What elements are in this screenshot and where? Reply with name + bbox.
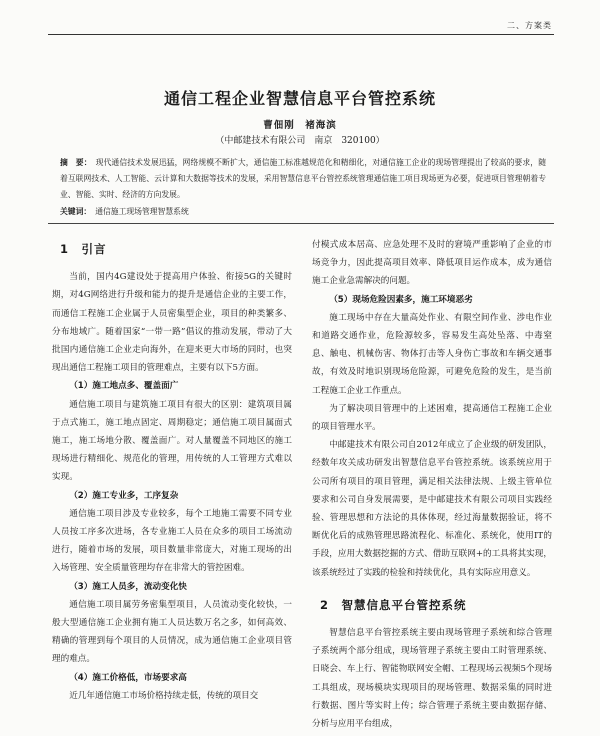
- subheading: （1）施工地点多、覆盖面广: [69, 381, 179, 392]
- paragraph: 通信施工项目涉及专业较多，每个工地施工需要不同专业人员按工序多次进场，各专业施工人员在众多的项目工场流动进行，随着市场的发展，项目数量非常庞大，对施工现场的出入场管理、安全质量管理均存在非常大的管控困难。: [52, 508, 292, 574]
- header-rule: [48, 34, 554, 35]
- article-authors: 曹佃刚 褚海滨: [263, 120, 337, 131]
- subheading: （4）施工价格低，市场要求高: [69, 672, 187, 683]
- subheading: （5）现场危险因素多，施工环境恶劣: [329, 294, 473, 305]
- paragraph: 付模式成本居高、应急处理不及时的窘境严重影响了企业的市场竞争力，因此提高项目效率、降低项目运作成本，成为通信施工企业急需解决的问题。: [312, 240, 552, 287]
- paragraph: 通信施工项目与建筑施工项目有很大的区别：建筑项目属于点式施工，施工地点固定、周期稳定；通信施工项目属面式施工，施工场地分散、覆盖面广。对人量覆盖不同地区的施工现场进行精细化、规范化的管理，用传统的人工管理方式难以实现。: [52, 399, 292, 483]
- keywords-text: 通信施工现场管理智慧系统: [95, 207, 189, 216]
- paragraph: 中邮建技术有限公司自2012年成立了企业级的研发团队，经数年攻关成功研发出智慧信息平台管控系统。该系统应用于公司所有项目的项目管理，满足相关法律法规、上级主管单位要求和公司自身发展需要，是中邮建技术有限公司项目实践经验、管理思想和方法论的具体体现，经过海量数据验证，将不断优化后的成熟管理思路流程化、标准化、系统化，使用IT的手段，应用大数据挖掘的方式、借助互联网+的工具将其实现，该系统经过了实践的检验和持续优化，具有实际应用意义。: [312, 440, 552, 578]
- article-affiliation: （中邮建技术有限公司 南京 320100）: [215, 136, 385, 146]
- paragraph: 施工现场中存在大量高处作业、有限空间作业、涉电作业和道路交通作业，危险源较多，容易发生高处坠落、中毒窒息、触电、机械伤害、物体打击等人身伤亡事故和车辆交通事故，有效及时地识别现场危险源，可避免危险的发生，是当前工程施工企业工作重点。: [312, 312, 552, 396]
- article-title: 通信工程企业智慧信息平台管控系统: [163, 89, 436, 108]
- paragraph: 近几年通信施工市场价格持续走低，传统的项目交: [69, 690, 259, 701]
- paragraph: 当前，国内4G建设处于提高用户体验、衔接5G的关键时期，对4G网络进行升级和能力的提升是通信企业的主要工作，而通信工程施工企业属于人员密集型企业，项目的种类繁多、分布地域广。随着国家“一带一路”倡议的推动发展，带动了大批国内通信施工企业走向海外，在迎来更大市场的同时，也突现出通信工程施工项目的管理难点，主要有以下5方面。: [52, 272, 292, 374]
- abstract-text: 现代通信技术发展迅猛，网络规模不断扩大，通信施工标准越规范化和精细化，对通信施工企业的现场管理提出了较高的要求，随着互联网技术、人工智能、云计算和大数据等技术的发展，采用智慧信息平台管控系统管理通信施工项目现场更为必要，促进项目管理朝着专业、智能、实时、经济的方向发展。: [60, 158, 547, 199]
- paragraph: 为了解决项目管理中的上述困难，提高通信工程施工企业的项目管理水平。: [312, 403, 552, 433]
- keywords: [60, 206, 546, 217]
- abstract: [60, 155, 546, 203]
- subheading: （3）施工人员多，流动变化快: [69, 581, 187, 592]
- paragraph: 通信施工项目属劳务密集型项目，人员流动变化较快，一般大型通信施工企业拥有施工人员达数万名之多，如何高效、精确的管理到每个项目的人员情况，成为通信施工企业项目管理的难点。: [52, 599, 292, 665]
- right-column: [312, 236, 552, 733]
- paragraph: 智慧信息平台管控系统主要由现场管理子系统和综合管理子系统两个部分组成，现场管理子系统主要由工时管理系统、日晓会、车上行、智能物联网安全帽、工程现场云视频5个现场工具组成，现场模块实现项目的现场管理、数据采集的同时进行数据、图片等实时上传；综合管理子系统主要由数据存储、分析与应用平台组成，: [312, 628, 552, 730]
- running-head: 二、方案类: [507, 21, 552, 30]
- section-2-heading: 2 智慧信息平台管控系统: [320, 597, 467, 612]
- abstract-divider: [48, 223, 554, 224]
- keywords-label: 关键词：: [60, 207, 92, 216]
- abstract-label: 摘 要：: [60, 158, 92, 167]
- left-column: [52, 236, 292, 705]
- section-1-heading: 1 引言: [60, 242, 107, 256]
- subheading: （2）施工专业多，工序复杂: [69, 490, 179, 501]
